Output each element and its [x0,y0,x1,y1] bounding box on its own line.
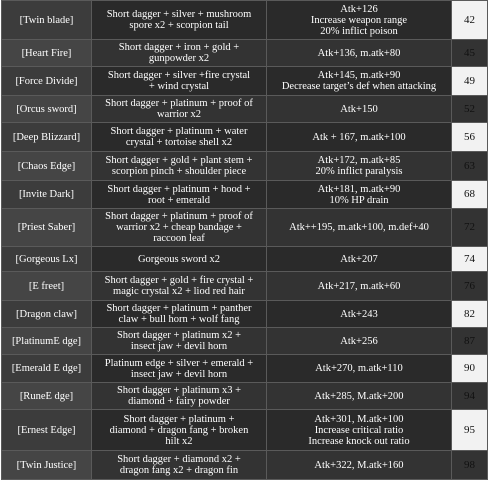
material-line: Short dagger + platinum x2 + [116,330,242,341]
material-line: insect jaw + devil horn [130,341,228,352]
weapon-name: [Emerald E dge] [11,363,82,374]
level-cell [452,247,488,272]
materials-cell [92,410,267,451]
level-cell [452,1,488,40]
material-line: Short dagger + iron + gold + [118,42,240,53]
level-value: 74 [464,252,475,265]
level-cell [452,451,488,480]
weapon-name-cell [2,40,92,67]
weapon-name: [Heart Fire] [21,47,72,59]
effect-line: Atk+256 [340,335,378,347]
effect-line: Atk+126 [340,3,378,15]
effect-line: Increase weapon range [310,14,408,26]
weapon-name: [Invite Dark] [18,189,75,200]
material-line: Short dagger + platinum x3 + [116,385,242,396]
table-row [2,355,488,383]
level-cell [452,272,488,301]
weapon-name-cell [2,272,92,301]
weapon-name-cell [2,1,92,40]
weapon-name: [Twin blade] [19,14,74,26]
effect-cell [267,355,452,383]
weapon-name-cell [2,383,92,410]
weapon-name-cell [2,301,92,328]
materials-cell [92,67,267,96]
effect-cell [267,451,452,480]
level-cell [452,410,488,451]
materials-cell [92,301,267,328]
materials-cell [92,96,267,123]
effect-line: Increase critical ratio [314,424,404,436]
table-row [2,451,488,480]
material-line: Short dagger + gold + fire crystal + [104,275,254,286]
effect-cell [267,96,452,123]
table-row [2,383,488,410]
level-value: 94 [464,389,475,402]
effect-line: Atk+145, m.atk+90 [317,70,401,81]
effect-line: Decrease target’s def when attacking [281,81,437,92]
materials-cell [92,209,267,247]
level-value: 72 [464,221,475,233]
material-line: Short dagger + diamond x2 + [117,454,241,465]
weapon-name-cell [2,209,92,247]
level-value: 98 [464,458,475,471]
effect-line: Atk+270, m.atk+110 [315,363,403,374]
effect-line: Atk+136, m.atk+80 [317,47,401,59]
weapon-name-cell [2,247,92,272]
recipe-table-body [2,1,488,480]
level-cell [452,328,488,355]
weapon-name-cell [2,181,92,209]
weapon-name-cell [2,152,92,181]
table-row [2,247,488,272]
material-line: Short dagger + gold + plant stem + [105,155,253,166]
table-row [2,209,488,247]
weapon-name: [Chaos Edge] [17,160,76,172]
material-line: Short dagger + silver +fire crystal [107,70,251,81]
materials-cell [92,355,267,383]
effect-cell [267,209,452,247]
effect-line: Atk+217, m.atk+60 [317,280,401,292]
material-line: scorpion pinch + shoulder piece [111,166,247,177]
level-cell [452,383,488,410]
materials-cell [92,272,267,301]
weapon-name-cell [2,451,92,480]
material-line: insect jaw + devil horn [130,368,228,380]
level-cell [452,96,488,123]
material-line: magic crystal x2 + liod red hair [113,286,245,297]
material-line: diamond + dragon fang + broken [109,424,249,436]
weapon-name-cell [2,328,92,355]
effect-line: Atk+172, m.atk+85 [317,155,401,166]
level-value: 95 [464,423,475,436]
level-cell [452,209,488,247]
effect-line: Increase knock out ratio [308,435,410,447]
table-row [2,410,488,451]
effect-cell [267,152,452,181]
table-row [2,123,488,152]
effect-cell [267,123,452,152]
effect-cell [267,247,452,272]
weapon-name: [Priest Saber] [17,222,76,233]
effect-line: Atk+322, M.atk+160 [314,459,404,471]
material-line: Short dagger + platinum + proof of [105,211,253,222]
effect-cell [267,383,452,410]
level-value: 42 [464,13,475,26]
level-value: 45 [464,46,475,59]
level-value: 52 [464,102,475,115]
material-line: claw + bull horn + wolf fang [118,314,240,325]
level-cell [452,355,488,383]
effect-line: 20% inflict paralysis [315,166,403,177]
materials-cell [92,247,267,272]
effect-line: Atk+150 [340,103,378,115]
material-line: dragon fang x2 + dragon fin [119,465,239,476]
effect-line: Atk+181, m.atk+90 [317,183,401,195]
effect-line: Atk+301, M.atk+100 [314,413,404,425]
level-cell [452,123,488,152]
weapon-name: [Force Divide] [15,75,78,87]
level-value: 90 [464,362,475,374]
effect-line: 10% HP drain [329,194,389,206]
materials-cell [92,181,267,209]
weapon-name-cell [2,355,92,383]
weapon-name: [Twin Justice] [16,459,77,471]
level-value: 87 [464,334,475,347]
materials-cell [92,328,267,355]
materials-cell [92,40,267,67]
level-cell [452,181,488,209]
effect-line: Atk+207 [340,253,378,265]
weapon-name: [Dragon claw] [16,308,77,320]
effect-cell [267,272,452,301]
table-row [2,40,488,67]
material-line: crystal + tortoise shell x2 [125,137,233,148]
material-line: diamond + fairy powder [128,396,230,407]
weapon-name: [Gorgeous Lx] [15,253,78,265]
table-row [2,152,488,181]
material-line: Short dagger + platinum + water [110,126,248,137]
material-line: + wind crystal [148,81,210,92]
material-line: Short dagger + platinum + panther [106,303,252,314]
weapon-name-cell [2,123,92,152]
material-line: spore x2 + scorpion tail [129,20,229,31]
level-cell [452,152,488,181]
level-cell [452,67,488,96]
effect-line: 20% inflict poison [320,25,398,37]
effect-line: Atk + 167, m.atk+100 [312,131,406,143]
level-value: 49 [464,74,475,87]
table-row [2,272,488,301]
level-value: 82 [464,307,475,320]
effect-cell [267,410,452,451]
material-line: gunpowder x2 [148,53,210,64]
weapon-name-cell [2,410,92,451]
material-line: warrior x2 [156,109,202,120]
level-value: 68 [464,188,475,200]
material-line: Gorgeous sword x2 [137,253,221,265]
material-line: Short dagger + platinum + [123,413,235,425]
level-value: 63 [464,159,475,172]
effect-cell [267,301,452,328]
table-row [2,67,488,96]
material-line: hilt x2 [165,435,193,447]
weapon-name: [PlatinumE dge] [11,335,82,347]
effect-cell [267,1,452,40]
material-line: warrior x2 + cheap bandage + [116,222,242,233]
effect-cell [267,328,452,355]
table-row [2,328,488,355]
material-line: Short dagger + platinum + proof of [105,98,253,109]
level-cell [452,40,488,67]
materials-cell [92,152,267,181]
material-line: Short dagger + silver + mushroom [106,9,252,20]
weapon-name-cell [2,67,92,96]
table-row [2,1,488,40]
material-line: Short dagger + platinum + hood + [107,183,251,195]
materials-cell [92,451,267,480]
weapon-name: [E freet] [28,280,65,292]
table-row [2,96,488,123]
effect-line: Atk+285, M.atk+200 [314,390,404,402]
effect-line: Atk+243 [340,308,378,320]
effect-cell [267,67,452,96]
material-line: Platinum edge + silver + emerald + [104,357,254,369]
level-cell [452,301,488,328]
materials-cell [92,123,267,152]
material-line: root + emerald [148,194,210,206]
table-row [2,301,488,328]
level-value: 76 [464,279,475,292]
weapon-name: [Deep Blizzard] [12,131,81,143]
weapon-name: [Ernest Edge] [17,424,76,436]
effect-cell [267,181,452,209]
weapon-recipe-table [1,0,488,480]
effect-cell [267,40,452,67]
material-line: raccoon leaf [153,233,205,244]
table-row [2,181,488,209]
level-value: 56 [464,130,475,143]
weapon-name: [RuneE dge] [19,390,74,402]
weapon-name: [Orcus sword] [16,103,77,115]
weapon-name-cell [2,96,92,123]
materials-cell [92,1,267,40]
materials-cell [92,383,267,410]
effect-line: Atk++195, m.atk+100, m.def+40 [289,222,429,233]
